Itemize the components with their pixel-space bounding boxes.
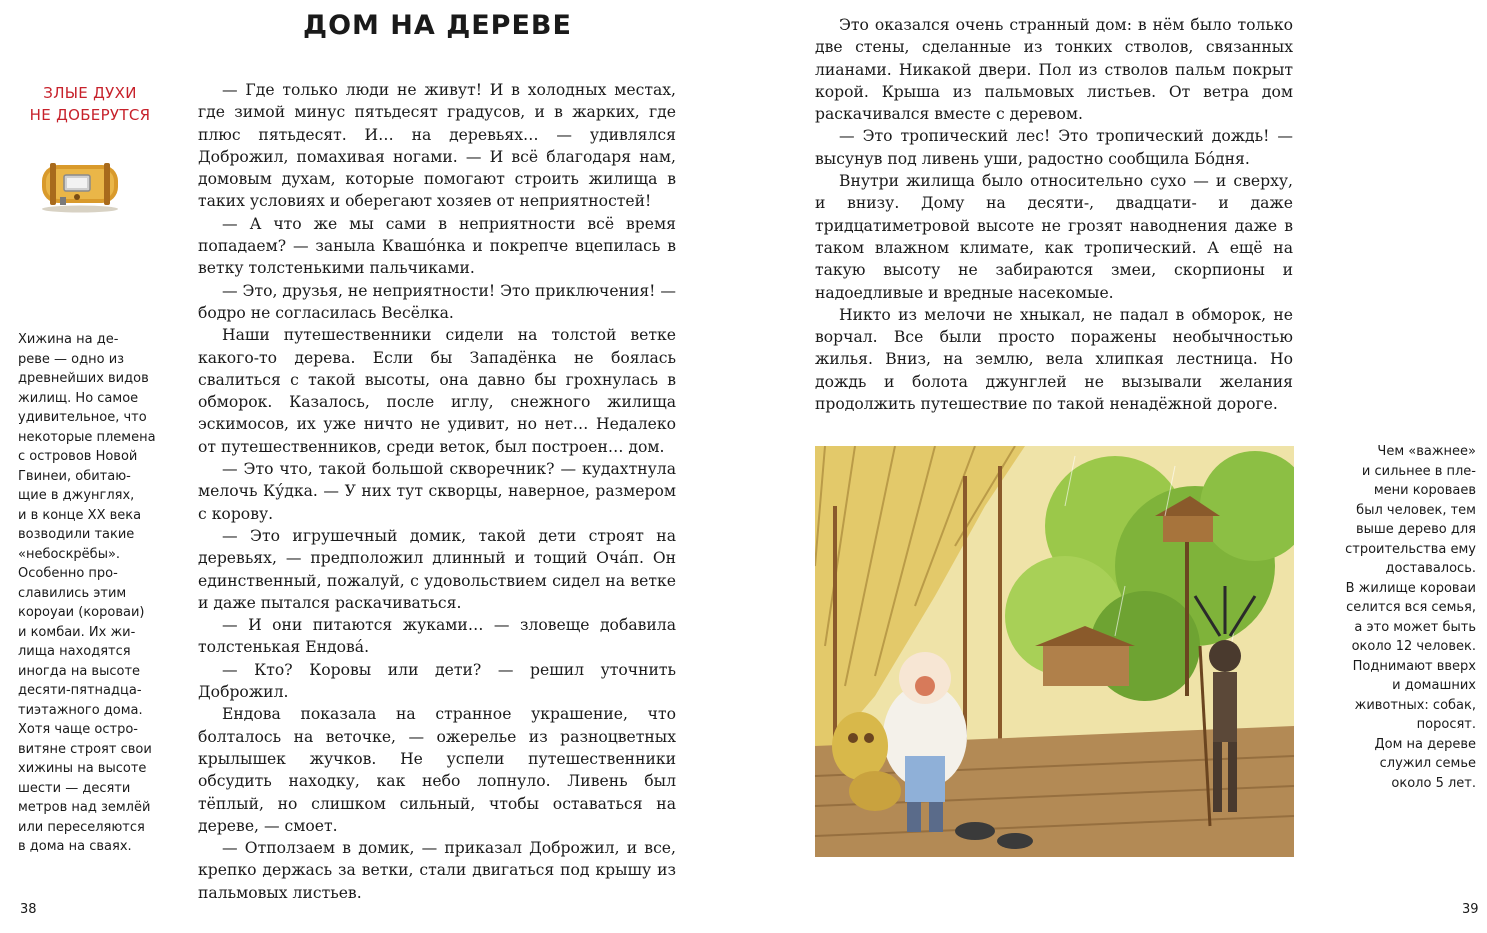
- left-paragraph: — Отползаем в домик, — приказал Доброжил, и все, крепко держась за ветки, стали двигаться под крышу из пальмовых листьев.: [198, 839, 676, 902]
- page-title: ДОМ НА ДЕРЕВЕ: [303, 10, 572, 41]
- treehouse-illustration-icon: [815, 446, 1294, 857]
- left-paragraph: — Это, друзья, не неприятности! Это приключения! — бодро не согласилась Весёлка.: [198, 281, 676, 322]
- right-paragraph: — Это тропический лес! Это тропический дождь! — высунув под ливень уши, радостно сообщила Бо́дня.: [815, 127, 1293, 168]
- left-paragraph: — И они питаются жуками… — зловеще добавила толстенькая Ендова́.: [198, 616, 676, 657]
- page-number-left: 38: [20, 902, 37, 917]
- left-paragraph: Наши путешественники сидели на толстой ветке какого-то дерева. Если бы Западёнка не боялась свалиться с такой высоты, она давно бы грохнулась в обморок. Казалось, после иглу, снежного жилища эскимосов, их уже ничто не удивит, но нет… Недалеко от путешественников, среди веток, был построен… дом.: [198, 326, 676, 456]
- left-body-text: [198, 79, 676, 904]
- left-paragraph: Ендова показала на странное украшение, что болталось на веточке, — ожерелье из разноцветных крылышек жучков. Не успели путешественники обсудить находку, как небо лопнуло. Ливень был тёплый, но слишком сильный, чтобы оставаться на дереве, — смоет.: [198, 705, 676, 835]
- right-paragraph: Это оказался очень странный дом: в нём было только две стены, сделанные из тонких стволов, связанных лианами. Никакой двери. Пол из стволов пальм покрыт корой. Крыша из пальмовых листьев. От ветра дом раскачивался вместе с деревом.: [815, 16, 1293, 124]
- left-paragraph: — Это что, такой большой скворечник? — кудахтнула мелочь Ку́дка. — У них тут скворцы, наверное, размером с корову.: [198, 460, 676, 523]
- left-paragraph: — А что же мы сами в неприятности всё время попадаем? — заныла Квашо́нка и покрепче вцепилась в ветку толстенькими пальчиками.: [198, 214, 676, 278]
- right-paragraph: Никто из мелочи не хныкал, не падал в обморок, не ворчал. Все были просто поражены необычностью жилья. Вниз, на землю, вела хлипкая лестница. Но дождь и болота джунглей не вызывали желания продолжить путешествие по такой ненадёжной дороге.: [815, 305, 1293, 414]
- right-body-text: [815, 14, 1293, 415]
- sidebar-heading-line-2: НЕ ДОБЕРУТСЯ: [29, 106, 151, 124]
- right-page: [744, 0, 1487, 933]
- sidebar-heading: [20, 82, 160, 126]
- illustration-drawing: [815, 446, 1294, 857]
- sidebar-heading-line-1: ЗЛЫЕ ДУХИ: [43, 84, 137, 102]
- left-paragraph: — Кто? Коровы или дети? — решил уточнить Доброжил.: [198, 660, 676, 702]
- left-paragraph: — Где только люди не живут! И в холодных местах, где зимой минус пятьдесят градусов, и в жарких, где плюс пятьдесят. И… на деревьях… — удивлялся Доброжил, помахивая ногами. — И всё благодаря нам, домовым духам, которые помогают строить жилища в таких условиях и оберегают хозяев от неприятностей!: [198, 81, 676, 211]
- left-side-note: Хижина на де- реве — одно из древнейших видов жилищ. Но самое удивительное, что некоторые племена с островов Новой Гвинеи, обитаю- щие в джунглях, и в конце XX века возводили такие «небоскрёбы». Особенно про- славились этим короуаи (короваи) и комбаи. Их жи- лища находятся иногда на высоте десяти-пятнадца- тиэтажного дома. Хотя чаще остро- витяне строят свои хижины на высоте шести — десяти метров над землёй или переселяются в дома на сваях.: [18, 332, 156, 854]
- right-paragraph: Внутри жилища было относительно сухо — и сверху, и внизу. Дому на десяти-, двадцати- и даже тридцатиметровой высоте не грозят наводнения даже в таком влажном климате, как тропический. А ещё на такую высоту не забираются змеи, скорпионы и надоедливые и вредные насекомые.: [815, 172, 1293, 302]
- page-number-right: 39: [1462, 902, 1479, 917]
- right-side-note: Чем «важнее» и сильнее в пле- мени короваев был человек, тем выше дерево для строительства ему доставалось. В жилище короваи селится вся семья, а это может быть около 12 человек. Поднимают вверх и домашних животных: собак, поросят. Дом на дереве служил семье около 5 лет.: [1345, 444, 1476, 791]
- barrel-chest-icon: [36, 153, 124, 213]
- left-paragraph: — Это игрушечный домик, такой дети строят на деревьях, — предположил длинный и тощий Оча́п. Он единственный, пожалуй, с удовольствием сидел на ветке и даже пытался раскачиваться.: [198, 526, 676, 612]
